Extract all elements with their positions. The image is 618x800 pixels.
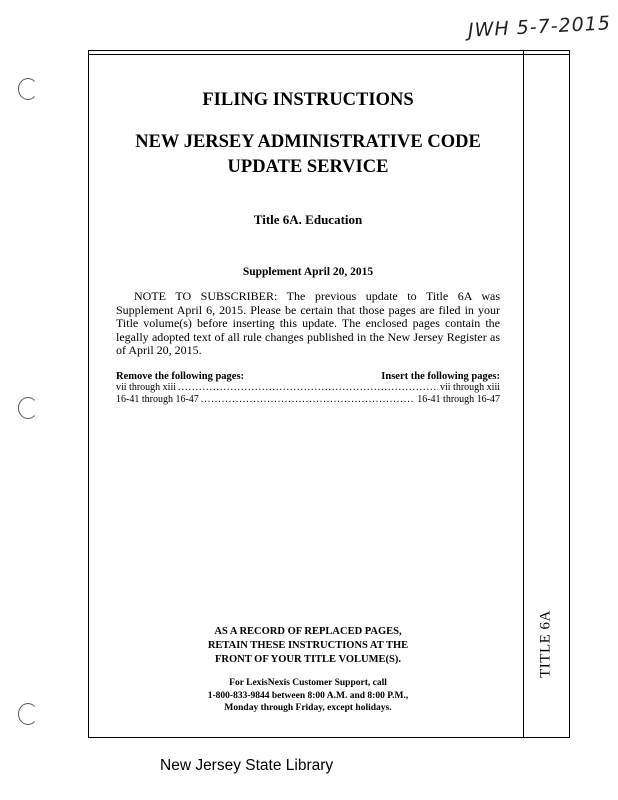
punch-hole-middle bbox=[18, 397, 38, 419]
punch-hole-top bbox=[18, 78, 38, 100]
support-line-1: For LexisNexis Customer Support, call bbox=[229, 678, 387, 688]
insert-pages: vii through xiii bbox=[440, 381, 500, 393]
instructions-body bbox=[116, 90, 500, 406]
support-line-3: Monday through Friday, except holidays. bbox=[224, 703, 392, 713]
code-title-line-2: UPDATE SERVICE bbox=[227, 157, 389, 177]
title-name: Title 6A. Education bbox=[253, 212, 363, 227]
remove-pages-header: Remove the following pages: bbox=[116, 370, 245, 382]
remove-pages: vii through xiii bbox=[116, 381, 176, 393]
record-line-3: FRONT OF YOUR TITLE VOLUME(S). bbox=[215, 654, 401, 665]
supplement-date: Supplement April 20, 2015 bbox=[242, 266, 374, 278]
insert-pages-header: Insert the following pages: bbox=[381, 370, 500, 382]
library-stamp: New Jersey State Library bbox=[160, 757, 334, 774]
pages-table-header bbox=[116, 371, 500, 382]
record-notice bbox=[116, 625, 500, 667]
dot-leader bbox=[178, 382, 438, 394]
frame-double-rule bbox=[88, 54, 570, 55]
subscriber-note: NOTE TO SUBSCRIBER: The previous update to Title 6A was Supplement April 6, 2015. Please be certain that those pages are filed in your Title volume(s) before inserting this update. The enclosed pages contain the legally adopted text of all rule changes published in the New Jersey Register as of April 20, 2015. bbox=[116, 289, 500, 357]
page-heading: FILING INSTRUCTIONS bbox=[202, 90, 414, 110]
dot-leader bbox=[201, 394, 415, 406]
page-row bbox=[116, 382, 500, 394]
page-row bbox=[116, 394, 500, 406]
handwritten-note: JWH 5-7-2015 bbox=[467, 12, 612, 42]
tab-divider bbox=[523, 50, 524, 738]
title-tab-label: TITLE 6A bbox=[537, 610, 554, 678]
code-title bbox=[116, 130, 500, 180]
record-line-1: AS A RECORD OF REPLACED PAGES, bbox=[214, 626, 402, 637]
customer-support bbox=[116, 677, 500, 715]
insert-pages: 16-41 through 16-47 bbox=[417, 393, 500, 405]
support-line-2: 1-800-833-9844 between 8:00 A.M. and 8:00 P.M., bbox=[207, 690, 409, 701]
remove-pages: 16-41 through 16-47 bbox=[116, 393, 199, 405]
record-line-2: RETAIN THESE INSTRUCTIONS AT THE bbox=[207, 640, 409, 651]
punch-hole-bottom bbox=[18, 703, 38, 725]
code-title-line-1: NEW JERSEY ADMINISTRATIVE CODE bbox=[135, 132, 481, 152]
